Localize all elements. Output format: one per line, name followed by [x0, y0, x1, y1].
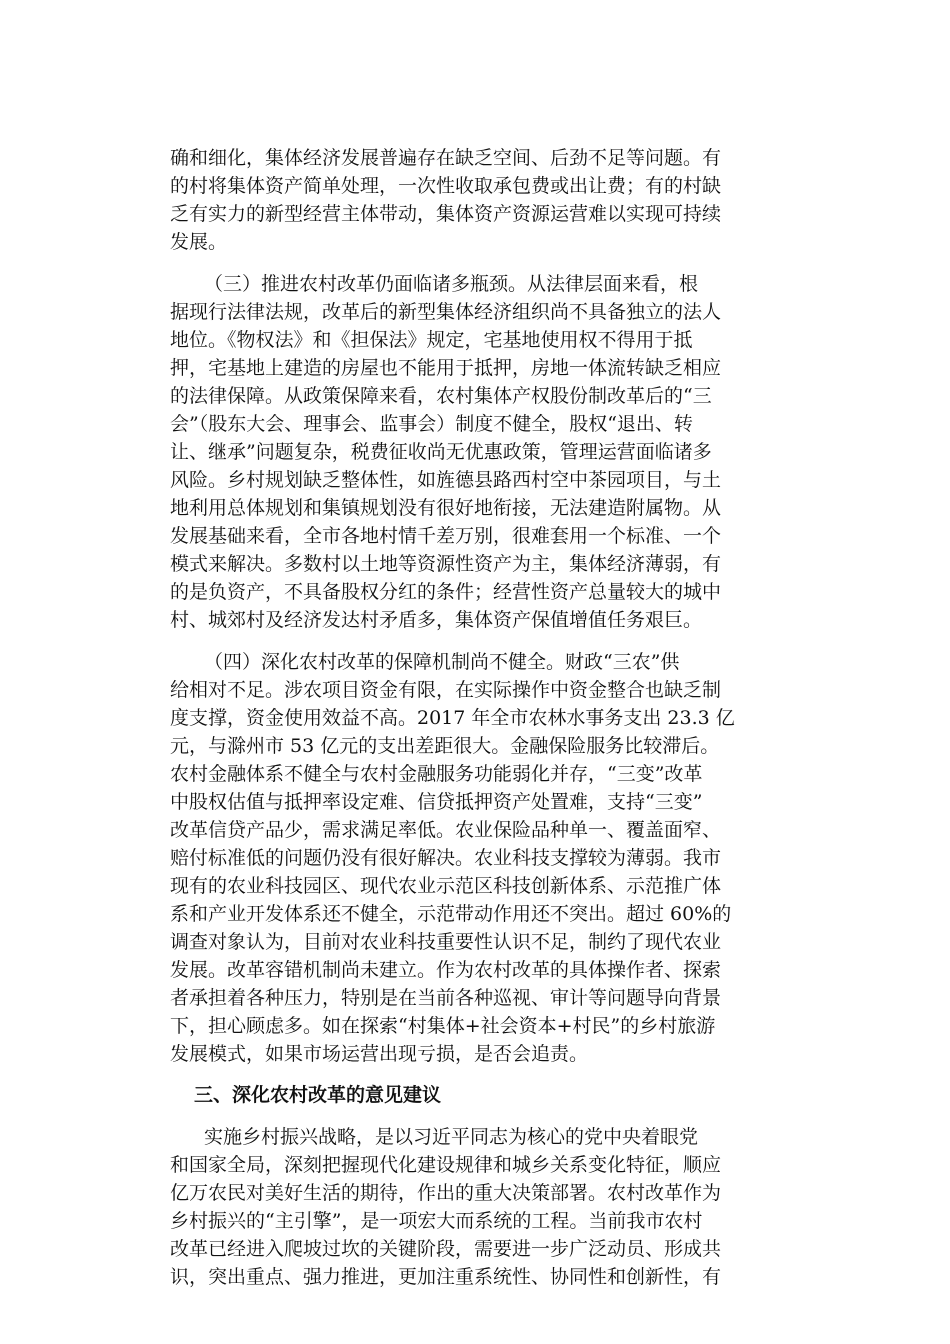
paragraph-3-line-2: 给相对不足。涉农项目资金有限，在实际操作中资金整合也缺乏制 [170, 679, 722, 701]
paragraph-2-line-7: 让、继承”问题复杂，税费征收尚无优惠政策，管理运营面临诸多 [170, 441, 712, 463]
paragraph-3-line-3: 度支撑，资金使用效益不高。2017 年全市农林水事务支出 23.3 亿 [170, 707, 735, 729]
paragraph-2-line-11: 模式来解决。多数村以土地等资源性资产为主，集体经济薄弱，有 [170, 553, 722, 575]
paragraph-1-line-4: 发展。 [170, 231, 228, 253]
paragraph-3-line-9: 现有的农业科技园区、现代农业示范区科技创新体系、示范推广体 [170, 875, 722, 897]
paragraph-1-line-3: 乏有实力的新型经营主体带动，集体资产资源运营难以实现可持续 [170, 203, 722, 225]
paragraph-2-line-6: 会”（股东大会、理事会、监事会）制度不健全，股权“退出、转 [170, 413, 693, 435]
paragraph-3-line-13: 者承担着各种压力，特别是在当前各种巡视、审计等问题导向背景 [170, 987, 722, 1009]
paragraph-3-line-12: 发展。改革容错机制尚未建立。作为农村改革的具体操作者、探索 [170, 959, 722, 981]
paragraph-3-line-10: 系和产业开发体系还不健全，示范带动作用还不突出。超过 60%的 [170, 903, 732, 925]
paragraph-4-line-3: 亿万农民对美好生活的期待，作出的重大决策部署。农村改革作为 [170, 1182, 722, 1204]
paragraph-2-line-2: 据现行法律法规，改革后的新型集体经济组织尚不具备独立的法人 [170, 301, 722, 323]
paragraph-3-line-14: 下，担心顾虑多。如在探索“村集体+社会资本+村民”的乡村旅游 [170, 1015, 716, 1037]
paragraph-4-line-6: 识，突出重点、强力推进，更加注重系统性、协同性和创新性，有 [170, 1266, 722, 1288]
paragraph-3-line-7: 改革信贷产品少，需求满足率低。农业保险品种单一、覆盖面窄、 [170, 819, 722, 841]
paragraph-1-line-1: 确和细化，集体经济发展普遍存在缺乏空间、后劲不足等问题。有 [170, 147, 722, 169]
paragraph-3-line-5: 农村金融体系不健全与农村金融服务功能弱化并存，“三变”改革 [170, 763, 703, 785]
paragraph-4-line-4: 乡村振兴的“主引擎”，是一项宏大而系统的工程。当前我市农村 [170, 1210, 703, 1232]
paragraph-2-line-9: 地利用总体规划和集镇规划没有很好地衔接，无法建造附属物。从 [170, 497, 722, 519]
paragraph-2-line-4: 押，宅基地上建造的房屋也不能用于抵押，房地一体流转缺乏相应 [170, 357, 722, 379]
section-heading: 三、深化农村改革的意见建议 [194, 1084, 442, 1106]
paragraph-4-line-5: 改革已经进入爬坡过坎的关键阶段，需要进一步广泛动员、形成共 [170, 1238, 722, 1260]
paragraph-2-line-12: 的是负资产，不具备股权分红的条件；经营性资产总量较大的城中 [170, 581, 722, 603]
paragraph-2-line-8: 风险。乡村规划缺乏整体性，如旌德县路西村空中茶园项目，与土 [170, 469, 722, 491]
paragraph-3-line-1: （四）深化农村改革的保障机制尚不健全。财政“三农”供 [204, 651, 680, 673]
paragraph-2-line-10: 发展基础来看，全市各地村情千差万别，很难套用一个标准、一个 [170, 525, 722, 547]
paragraph-3-line-15: 发展模式，如果市场运营出现亏损，是否会追责。 [170, 1043, 589, 1065]
paragraph-3-line-4: 元，与滁州市 53 亿元的支出差距很大。金融保险服务比较滞后。 [170, 735, 720, 757]
paragraph-2-line-5: 的法律保障。从政策保障来看，农村集体产权股份制改革后的“三 [170, 385, 712, 407]
paragraph-2-line-3: 地位。《物权法》和《担保法》规定，宅基地使用权不得用于抵 [170, 329, 693, 351]
paragraph-2-line-1: （三）推进农村改革仍面临诸多瓶颈。从法律层面来看，根 [204, 273, 699, 295]
paragraph-1-line-2: 的村将集体资产简单处理，一次性收取承包费或出让费；有的村缺 [170, 175, 722, 197]
paragraph-4-line-2: 和国家全局，深刻把握现代化建设规律和城乡关系变化特征，顺应 [170, 1154, 722, 1176]
paragraph-2-line-13: 村、城郊村及经济发达村矛盾多，集体资产保值增值任务艰巨。 [170, 609, 703, 631]
paragraph-3-line-8: 赔付标准低的问题仍没有很好解决。农业科技支撑较为薄弱。我市 [170, 847, 722, 869]
paragraph-3-line-6: 中股权估值与抵押率设定难、信贷抵押资产处置难，支持“三变” [170, 791, 703, 813]
paragraph-3-line-11: 调查对象认为，目前对农业科技重要性认识不足，制约了现代农业 [170, 931, 722, 953]
paragraph-4-line-1: 实施乡村振兴战略，是以习近平同志为核心的党中央着眼党 [204, 1126, 699, 1148]
